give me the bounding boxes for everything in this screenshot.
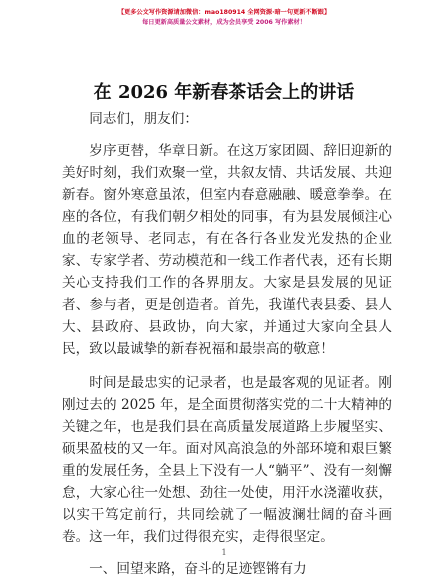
salutation: 同志们，朋友们： (89, 111, 198, 127)
paragraph-2: 时间是最忠实的记录者，也是最客观的见证者。刚刚过去的 2025 年，是全面贯彻落实党的二十大精神的关键之年，也是我们县在高质量发展道路上步履坚实、硕果盈枝的又一年。面对风高浪急的外部环境和艰巨繁重的发展任务，全县上下没有一人“躺平”、没有一刻懈怠，大家心往一处想、劲往一处使，用汗水浇灌收获，以实干笃定前行，共同绘就了一幅波澜壮阔的奋斗画卷。这一年，我们过得很充实，走得很坚定。 (62, 375, 392, 545)
document-title: 在 2026 年新春茶话会上的讲话 (93, 82, 355, 103)
document-body (62, 108, 392, 586)
promo-banner (0, 8, 448, 28)
page-number: 1 (221, 548, 227, 557)
promo-banner-line-2: 每日更新高质量公文素材，成为会员享受 2006 写作素材！ (142, 19, 306, 26)
paragraph-1: 岁序更替，华章日新。在这万家团圆、辞旧迎新的美好时刻，我们欢聚一堂，共叙友情、共话发展、共迎新春。窗外寒意虽浓，但室内春意融融、暖意拳拳。在座的各位，有我们朝夕相处的同事，有为县发展倾注心血的老领导、老同志，有在各行各业发光发热的企业家、专家学者、劳动模范和一线工作者代表，还有长期关心支持我们工作的各界朋友。大家是县发展的见证者、参与者，更是创造者。首先，我谨代表县委、县人大、县政府、县政协，向大家，并通过大家向全县人民，致以最诚挚的新春祝福和最崇高的敬意！ (62, 143, 392, 357)
section-heading: 一、回望来路，奋斗的足迹铿锵有力 (89, 561, 307, 577)
promo-banner-line-1: 【更多公文写作资源请加微信：mao180914 全网资源·暗一句更新不断跟】 (117, 9, 331, 16)
